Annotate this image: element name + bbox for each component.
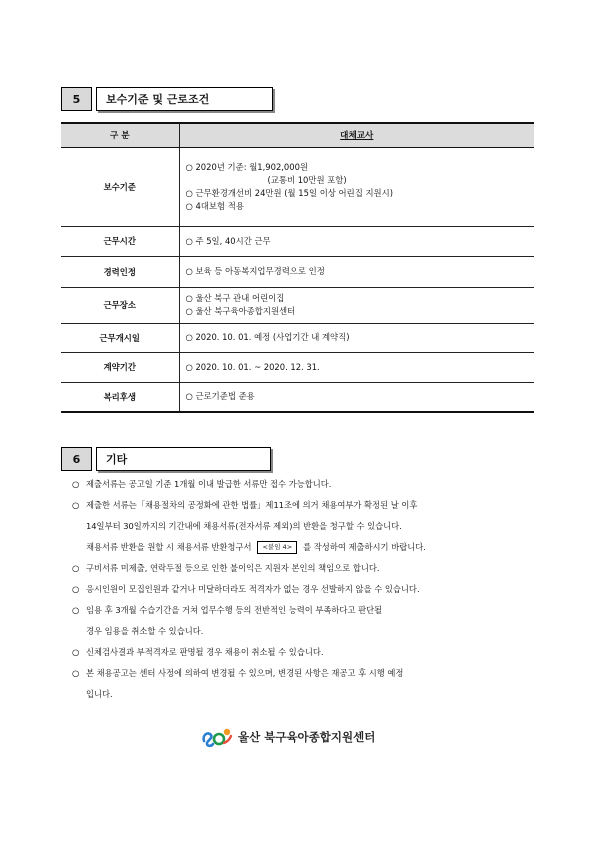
- note-continuation: 입니다.: [86, 689, 113, 699]
- note-continuation: 경우 임용을 취소할 수 있습니다.: [86, 626, 204, 636]
- list-item: [72, 579, 542, 600]
- header-value: [179, 123, 534, 147]
- row-category: 경력인정: [61, 256, 179, 287]
- note-text: 제출서류는 공고일 기준 1개월 이내 발급한 서류만 접수 가능합니다.: [86, 479, 332, 489]
- row-value: [179, 287, 534, 323]
- row-line: (교통비 10만원 포함): [267, 174, 347, 185]
- row-value: [179, 256, 534, 287]
- row-value: [179, 323, 534, 352]
- row-line: ○ 근무환경개선비 24만원 (월 15일 이상 어린집 지원시): [185, 187, 394, 198]
- section-title: 보수기준 및 근로조건: [96, 87, 273, 111]
- note-text: 임용 후 3개월 수습기간을 거쳐 업무수행 등의 전반적인 능력이 부족하다고 판단될: [86, 605, 383, 615]
- note-text: 응시인원이 모집인원과 같거나 미달하더라도 적격자가 없는 경우 선발하지 않을 수 있습니다.: [86, 584, 420, 594]
- circle-bullet-icon: ○: [72, 647, 80, 657]
- table-row: [61, 287, 534, 323]
- circle-bullet-icon: ○: [72, 479, 80, 489]
- note-text: 구비서류 미제출, 연락두절 등으로 인한 불이익은 지원자 본인의 책임으로 합니다.: [86, 563, 380, 573]
- row-category: 계약기간: [61, 352, 179, 382]
- note-text: 신체검사결과 부적격자로 판명될 경우 채용이 취소될 수 있습니다.: [86, 647, 324, 657]
- table-header-row: [61, 123, 534, 147]
- note-text: 본 채용공고는 센터 사정에 의하여 변경될 수 있으며, 변경된 사항은 재공고 후 시행 예정: [86, 668, 404, 678]
- note-continuation: 14일부터 30일까지의 기간내에 채용서류(전자서류 제외)의 반환을 청구할 수 있습니다.: [86, 521, 402, 531]
- row-line: ○ 보육 등 아동복지업무경력으로 인정: [185, 266, 325, 276]
- section-number: 6: [61, 447, 92, 471]
- table-row: [61, 226, 534, 256]
- notes-list: [72, 474, 542, 705]
- row-value: [179, 352, 534, 382]
- row-category: 복리후생: [61, 382, 179, 412]
- row-line: ○ 울산 북구육아종합지원센터: [185, 306, 296, 316]
- row-value: [179, 147, 534, 226]
- row-line: ○ 2020. 10. 01. ~ 2020. 12. 31.: [185, 361, 320, 372]
- circle-bullet-icon: ○: [72, 563, 80, 573]
- list-item: [72, 495, 542, 516]
- note-text: 제출한 서류는「채용절차의 공정화에 관한 법률」제11조에 의거 채용여부가 확정된 날 이후: [86, 500, 418, 510]
- row-line: ○ 2020. 10. 01. 예정 (사업기간 내 계약직): [185, 332, 350, 342]
- table-row: [61, 147, 534, 226]
- note-text: 채용서류 반환을 원할 시 채용서류 반환청구서: [86, 542, 252, 552]
- list-item: [72, 663, 542, 684]
- row-line: ○ 울산 북구 관내 어린이집: [185, 293, 285, 303]
- footer-logo: [200, 724, 375, 750]
- row-line: ○ 근로기준법 준용: [185, 391, 255, 402]
- row-line: ○ 주 5일, 40시간 근무: [185, 235, 271, 246]
- row-line: ○ 2020년 기준: 월1,902,000원: [185, 161, 309, 172]
- note-text: 를 작성하여 제출하시기 바랍니다.: [303, 542, 426, 552]
- circle-bullet-icon: ○: [72, 500, 80, 510]
- row-category: 보수기준: [61, 147, 179, 226]
- row-category: 근무장소: [61, 287, 179, 323]
- work-conditions-table: [61, 122, 534, 413]
- row-category: 근무시간: [61, 226, 179, 256]
- row-line: ○ 4대보험 적용: [185, 200, 244, 211]
- list-item: [72, 474, 542, 495]
- circle-bullet-icon: ○: [72, 584, 80, 594]
- organization-name: 울산 북구육아종합지원센터: [238, 730, 376, 744]
- table-row: [61, 382, 534, 412]
- table-row: [61, 256, 534, 287]
- section-5-heading: [61, 87, 273, 111]
- table-row: [61, 352, 534, 382]
- list-item: [72, 642, 542, 663]
- list-item: [72, 600, 542, 621]
- table-row: [61, 323, 534, 352]
- row-value: [179, 226, 534, 256]
- header-value-label: 대체교사: [340, 131, 374, 142]
- row-category: 근무개시일: [61, 323, 179, 352]
- attachment-tag: <붙임 4>: [257, 541, 297, 554]
- header-category: 구 분: [61, 123, 179, 147]
- circle-bullet-icon: ○: [72, 668, 80, 678]
- note-continuation: [72, 537, 542, 558]
- circle-bullet-icon: ○: [72, 605, 80, 615]
- section-number: 5: [61, 87, 92, 111]
- section-6-heading: [61, 447, 271, 471]
- list-item: [72, 558, 542, 579]
- row-value: [179, 382, 534, 412]
- section-title: 기타: [96, 447, 271, 471]
- center-logo-icon: [200, 725, 234, 749]
